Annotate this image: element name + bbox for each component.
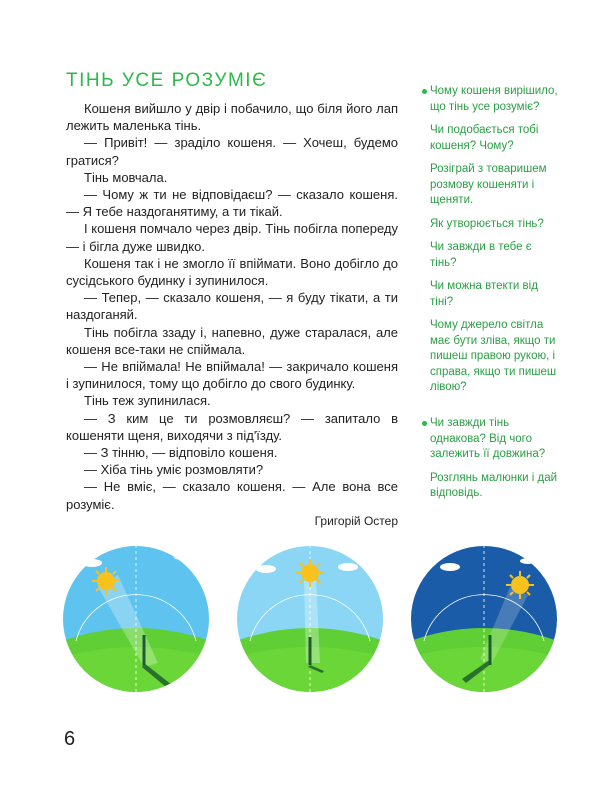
story-paragraph: Тінь мовчала. [84, 169, 168, 185]
question-item: Чи завжди в тебе є тінь? [430, 241, 532, 269]
story-paragraph: — Тепер, — сказало кошеня, — я буду тікати, а ти наздоганяй. [66, 290, 398, 323]
question-item: Чому джерело світла має бути зліва, якщо ти пишеш правою рукою, і справа, якщо ти пишеш лівою? [430, 319, 557, 393]
noon-diagram [236, 545, 384, 693]
morning-diagram [62, 545, 210, 693]
story-paragraph: — Чому ж ти не відповідаєш? — сказало кошеня. — Я тебе наздоганятиму, а ти тікай. [66, 187, 398, 220]
bullet-dot-icon [422, 421, 427, 426]
story-paragraph: — З ким це ти розмовляєш? — запитало в кошеняти щеня, виходячи з під'їзду. [66, 410, 398, 443]
story-paragraph: Кошеня так і не змогло її впіймати. Воно добігло до сусідського будинку і зупинилося. [66, 255, 398, 289]
sun-icon [97, 572, 115, 590]
story-paragraph: — Привіт! — зраділо кошеня. — Хочеш, будемо гратися? [66, 135, 398, 168]
question-text: Чому кошеня вирішило, що тінь усе розуміє? [430, 85, 558, 113]
question-item [430, 84, 560, 115]
evening-diagram [410, 545, 558, 693]
author-name: Григорій Остер [314, 514, 398, 528]
question-item: Розіграй з товаришем розмову кошеняти і щеняти. [430, 163, 547, 206]
story-paragraph: — З тінню, — відповіло кошеня. [84, 445, 278, 461]
story-paragraph: І кошеня помчало через двір. Тінь побігла попереду — і бігла дуже швидко. [66, 221, 398, 254]
story-paragraph: Тінь побігла ззаду і, напевно, дуже старалася, але кошеня все-таки не спіймала. [66, 324, 398, 357]
page-number: 6 [64, 728, 76, 750]
sun-icon [511, 576, 529, 594]
story-paragraph: Тінь теж зупинилася. [84, 393, 211, 409]
story-text [66, 100, 398, 513]
question-item: Розглянь малюнки і дай відповідь. [430, 471, 558, 499]
story-paragraph: — Не впіймала! Не впіймала! — закричало кошеня і зупинилося, тому що добігло до свого будинку. [66, 359, 398, 392]
page-title: ТІНЬ УСЕ РОЗУМІЄ [66, 70, 268, 91]
question-item [430, 416, 560, 463]
question-item: Як утворюється тінь? [430, 217, 544, 230]
question-text: Чи завжди тінь однакова? Від чого залежить її довжина? [430, 417, 546, 460]
bullet-dot-icon [422, 89, 427, 94]
story-paragraph: — Хіба тінь уміє розмовляти? [84, 462, 264, 478]
question-item: Чи подобається тобі кошеня? Чому? [430, 124, 539, 152]
sun-shadow-diagrams [0, 545, 600, 695]
shadow-questions [430, 416, 560, 510]
story-paragraph: — Не вміє, — сказало кошеня. — Але вона все розуміє. [66, 479, 398, 512]
questions-sidebar [430, 84, 560, 404]
sun-icon [301, 564, 319, 582]
question-item: Чи можна втекти від тіні? [430, 280, 538, 308]
story-paragraph: Кошеня вийшло у двір і побачило, що біля його лап лежить маленька тінь. [66, 101, 398, 134]
